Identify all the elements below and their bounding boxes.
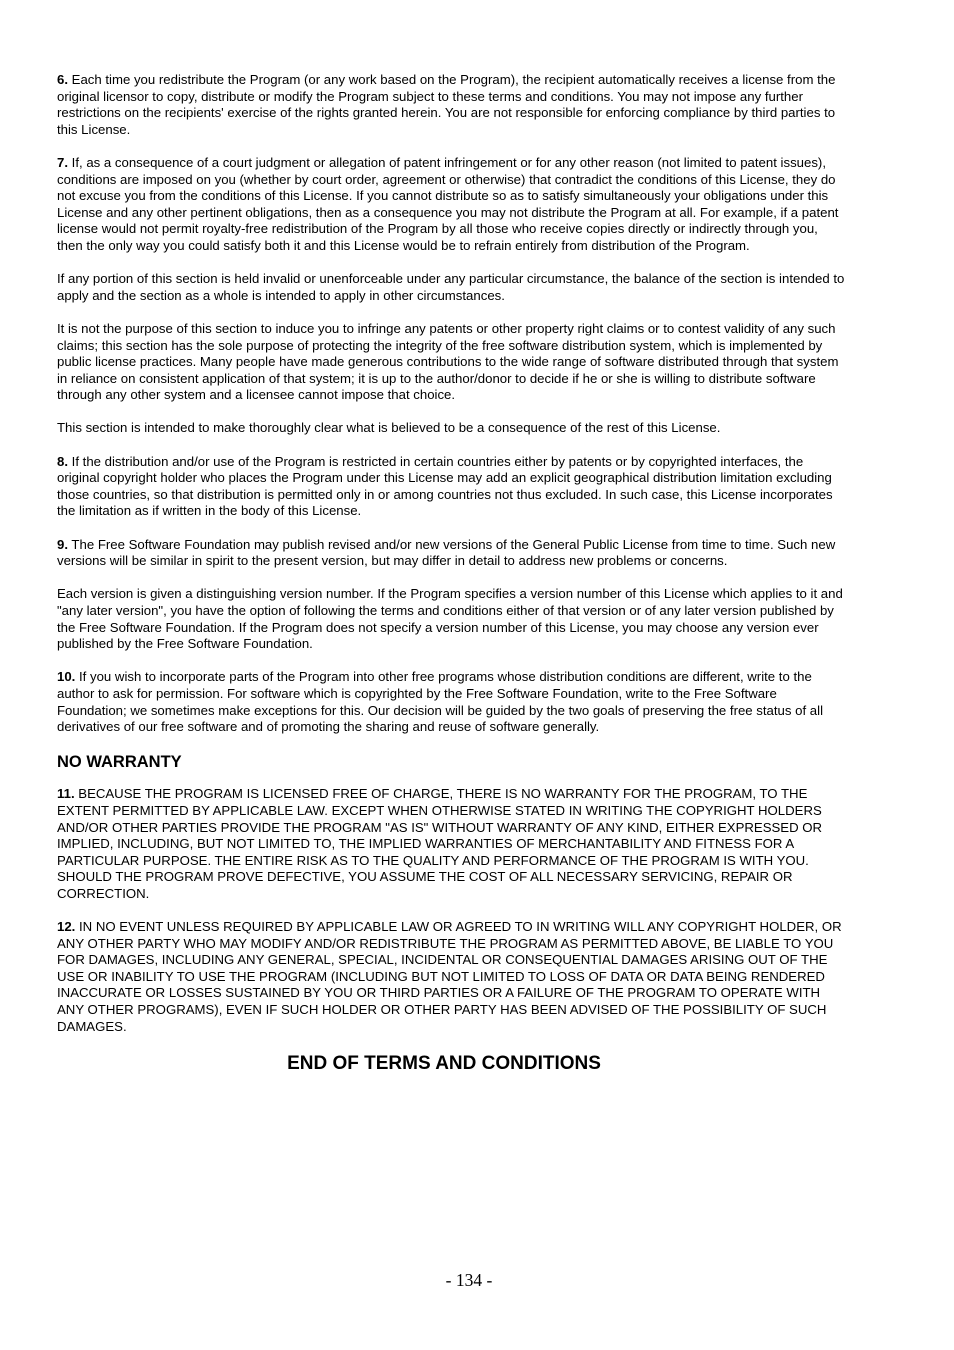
paragraph-text: If any portion of this section is held invalid or unenforceable under any particular circumstance, the balance of the section is intended to apply and the section as a whole is intended to apply in other circumstances. (57, 271, 845, 303)
paragraph-text: BECAUSE THE PROGRAM IS LICENSED FREE OF CHARGE, THERE IS NO WARRANTY FOR THE PROGRAM, TO THE EXTENT PERMITTED BY APPLICABLE LAW. EXCEPT WHEN OTHERWISE STATED IN WRITING THE COPYRIGHT HOLDERS AND/OR OTHER PARTIES PROVIDE THE PROGRAM "AS IS" WITHOUT WARRANTY OF ANY KIND, EITHER EXPRESSED OR IMPLIED, INCLUDING, BUT NOT LIMITED TO, THE IMPLIED WARRANTIES OF MERCHANTABILITY AND FITNESS FOR A PARTICULAR PURPOSE. THE ENTIRE RISK AS TO THE QUALITY AND PERFORMANCE OF THE PROGRAM IS WITH YOU. SHOULD THE PROGRAM PROVE DEFECTIVE, YOU ASSUME THE COST OF ALL NECESSARY SERVICING, REPAIR OR CORRECTION. (57, 786, 823, 901)
section-number: 8. (57, 453, 68, 469)
paragraph-section-8 (57, 454, 847, 520)
paragraph-section-11 (57, 786, 847, 902)
paragraph-section-6 (57, 72, 847, 138)
no-warranty-heading: NO WARRANTY (57, 753, 182, 772)
section-number: 6. (57, 72, 68, 87)
end-of-terms-heading: END OF TERMS AND CONDITIONS (287, 1052, 601, 1074)
paragraph-text: The Free Software Foundation may publish revised and/or new versions of the General Public License from time to time. Such new versions will be similar in spirit to the present version, but may differ in detail to address new problems or concerns. (57, 536, 836, 569)
paragraph-text: If, as a consequence of a court judgment or allegation of patent infringement or for any other reason (not limited to patent issues), conditions are imposed on you (whether by court order, agreement or otherwise) that contradict the conditions of this License, they do not excuse you from the conditions of this License. If you cannot distribute so as to satisfy simultaneously your obligations under this License and any other pertinent obligations, then as a consequence you may not distribute the Program at all. For example, if a patent license would not permit royalty-free redistribution of the Program by all those who receive copies directly or indirectly through you, then the only way you could satisfy both it and this License would be to refrain entirely from distribution of the Program. (57, 154, 839, 253)
paragraph-text: This section is intended to make thoroughly clear what is believed to be a consequence of the rest of this License. (57, 420, 721, 436)
paragraph-section-7 (57, 155, 847, 255)
paragraph-text: Each version is given a distinguishing version number. If the Program specifies a version number of this License which applies to it and "any later version", you have the option of following the terms and conditions either of that version or of any later version published by the Free Software Foundation. If the Program does not specify a version number of this License, you may choose any version ever published by the Free Software Foundation. (57, 586, 843, 652)
section-number: 12. (57, 919, 76, 935)
paragraph-text: It is not the purpose of this section to induce you to infringe any patents or other property right claims or to contest validity of any such claims; this section has the sole purpose of protecting the integrity of the free software distribution system, which is implemented by public license practices. Many people have made generous contributions to the wide range of software distributed through that system in reliance on consistent application of that system; it is up to the author/donor to decide if he or she is willing to distribute software through any other system and a licensee cannot impose that choice. (57, 320, 839, 403)
section-number: 10. (57, 669, 76, 685)
section-number: 7. (57, 154, 68, 170)
paragraph-text: If you wish to incorporate parts of the Program into other free programs whose distribution conditions are different, write to the author to ask for permission. For software which is copyrighted by the Free Software Foundation, write to the Free Software Foundation; we sometimes make exceptions for this. Our decision will be guided by the two goals of preserving the free status of all derivatives of our free software and of promoting the sharing and reuse of software generally. (57, 669, 824, 735)
section-number: 11. (57, 786, 75, 802)
section-number: 9. (57, 536, 68, 552)
paragraph-text: Each time you redistribute the Program (or any work based on the Program), the recipient automatically receives a license from the original licensor to copy, distribute or modify the Program subject to these terms and conditions. You may not impose any further restrictions on the recipients' exercise of the rights granted herein. You are not responsible for enforcing compliance by third parties to this License. (57, 72, 836, 137)
page-number: - 134 - (445, 1270, 493, 1290)
paragraph-section-9-version (57, 586, 847, 652)
paragraph-text: If the distribution and/or use of the Program is restricted in certain countries either by patents or by copyrighted interfaces, the original copyright holder who places the Program under this License may add an explicit geographical distribution limitation excluding those countries, so that distribution is permitted only in or among countries not thus excluded. In such case, this License incorporates the limitation as if written in the body of this License. (57, 453, 833, 519)
paragraph-section-7-clarify (57, 420, 847, 437)
paragraph-section-7-invalid (57, 271, 847, 304)
paragraph-section-12 (57, 919, 847, 1035)
paragraph-section-7-purpose (57, 321, 847, 404)
paragraph-section-10 (57, 669, 847, 735)
paragraph-section-9 (57, 537, 847, 570)
license-body (57, 72, 847, 1076)
paragraph-text: IN NO EVENT UNLESS REQUIRED BY APPLICABLE LAW OR AGREED TO IN WRITING WILL ANY COPYRIGHT HOLDER, OR ANY OTHER PARTY WHO MAY MODIFY AND/OR REDISTRIBUTE THE PROGRAM AS PERMITTED ABOVE, BE LIABLE TO YOU FOR DAMAGES, INCLUDING ANY GENERAL, SPECIAL, INCIDENTAL OR CONSEQUENTIAL DAMAGES ARISING OUT OF THE USE OR INABILITY TO USE THE PROGRAM (INCLUDING BUT NOT LIMITED TO LOSS OF DATA OR DATA BEING RENDERED INACCURATE OR LOSSES SUSTAINED BY YOU OR THIRD PARTIES OR A FAILURE OF THE PROGRAM TO OPERATE WITH ANY OTHER PROGRAMS), EVEN IF SUCH HOLDER OR OTHER PARTY HAS BEEN ADVISED OF THE POSSIBILITY OF SUCH DAMAGES. (57, 919, 842, 1034)
